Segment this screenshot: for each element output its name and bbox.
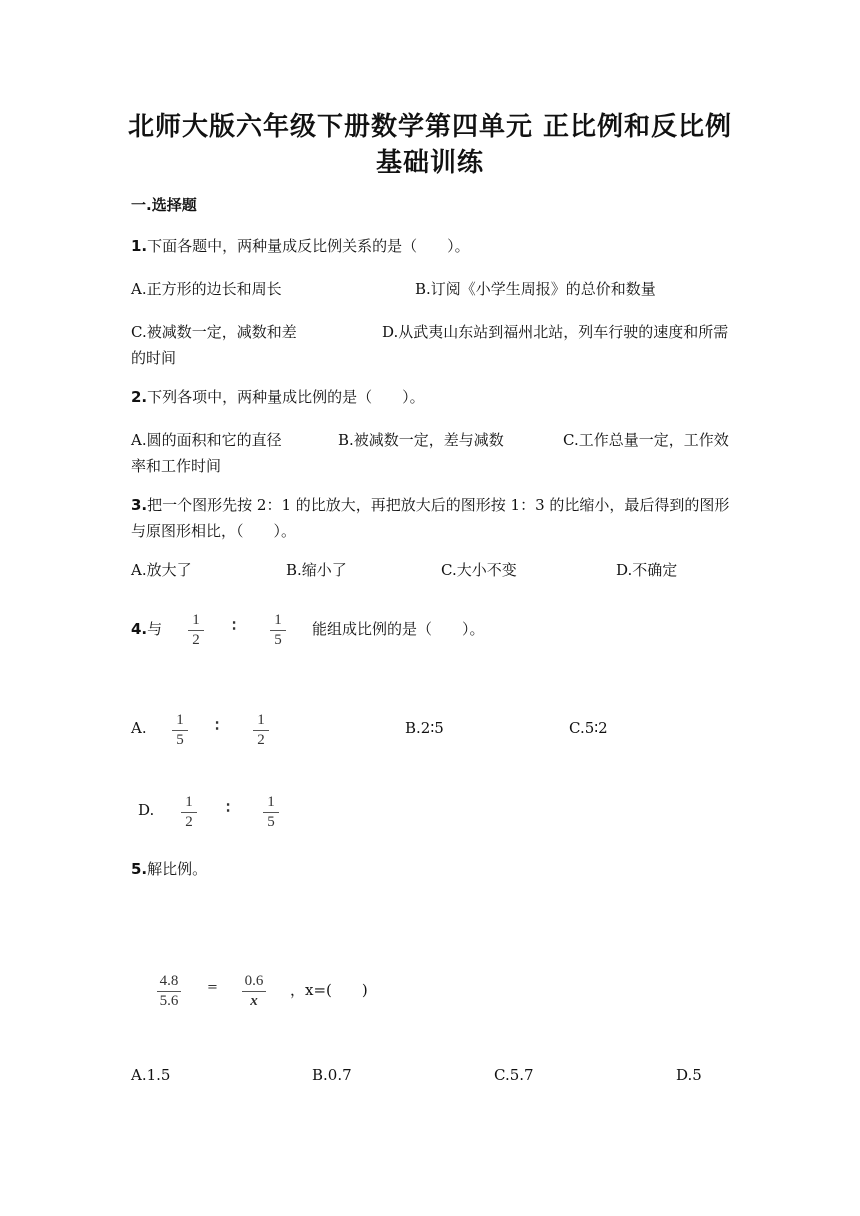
q3-option-b[interactable]: B.缩小了: [286, 561, 347, 579]
question-text: 把一个图形先按 2：1 的比放大，再把放大后的图形按 1：3 的比缩小，最后得到的图形与原图形相比，（ ）。: [131, 496, 730, 540]
fraction: [263, 794, 279, 831]
question-number: 3.: [131, 496, 148, 514]
question-4: [131, 618, 162, 639]
q1-option-b[interactable]: B.订阅《小学生周报》的总价和数量: [415, 280, 656, 298]
ratio-colon: ∶: [232, 616, 237, 635]
q5-option-b[interactable]: B.0.7: [312, 1066, 352, 1084]
fraction-denominator: 5: [274, 632, 282, 648]
section-heading: 一.选择题: [131, 196, 197, 214]
fraction-bar: [263, 812, 279, 813]
q3-option-d[interactable]: D.不确定: [616, 561, 678, 579]
question-number: 5.: [131, 860, 148, 878]
fraction-numerator: 4.8: [159, 973, 179, 989]
fraction-bar: [242, 991, 266, 992]
ratio-colon: ∶: [226, 798, 231, 817]
fraction-denominator: x: [250, 993, 258, 1009]
fraction-bar: [181, 812, 197, 813]
question-number: 2.: [131, 388, 148, 406]
q2-option-b[interactable]: B.被减数一定，差与减数: [338, 431, 504, 449]
q1-option-c[interactable]: C.被减数一定，减数和差: [131, 323, 297, 341]
question-text: 解比例。: [147, 860, 208, 878]
fraction-numerator: 1: [257, 712, 265, 728]
q4-option-c[interactable]: C.5∶2: [569, 719, 608, 737]
fraction-denominator: 5.6: [159, 993, 179, 1009]
fraction-bar: [270, 630, 286, 631]
q5-option-d[interactable]: D.5: [676, 1066, 702, 1084]
q4-option-b[interactable]: B.2∶5: [405, 719, 444, 737]
q4-option-d-label[interactable]: D.: [138, 801, 155, 819]
fraction: [181, 794, 197, 831]
fraction-numerator: 1: [192, 612, 200, 628]
page-title: 北师大版六年级下册数学第四单元 正比例和反比例: [127, 112, 733, 142]
fraction-numerator: 1: [185, 794, 193, 810]
question-number: 1.: [131, 237, 148, 255]
page-subtitle: 基础训练: [375, 148, 484, 178]
question-text: 下列各项中，两种量成比例的是（ ）。: [147, 388, 425, 406]
q5-option-c[interactable]: C.5.7: [494, 1066, 534, 1084]
q5-option-a[interactable]: A.1.5: [131, 1066, 171, 1084]
equation-left-fraction: [157, 973, 181, 1010]
q2-option-a[interactable]: A.圆的面积和它的直径: [131, 431, 282, 449]
equals-sign: =: [207, 980, 218, 995]
ratio-colon: ∶: [215, 716, 220, 735]
fraction-denominator: 2: [257, 732, 265, 748]
fraction-numerator: 1: [176, 712, 184, 728]
fraction: [270, 612, 286, 649]
question-text: 下面各题中，两种量成反比例关系的是（ ）。: [147, 237, 470, 255]
fraction-denominator: 2: [185, 814, 193, 830]
fraction-denominator: 5: [267, 814, 275, 830]
q3-option-c[interactable]: C.大小不变: [441, 561, 517, 579]
question-number: 4.: [131, 620, 148, 638]
question-3: [131, 492, 731, 544]
equation-right-fraction: [242, 973, 266, 1010]
fraction-denominator: 2: [192, 632, 200, 648]
q4-option-a-label[interactable]: A.: [131, 719, 147, 737]
fraction-bar: [188, 630, 204, 631]
fraction: [188, 612, 204, 649]
question-2: [131, 384, 731, 410]
fraction-bar: [172, 730, 188, 731]
fraction-numerator: 0.6: [244, 973, 264, 989]
fraction-numerator: 1: [274, 612, 282, 628]
fraction: [253, 712, 269, 749]
question-prefix: 与: [147, 620, 163, 638]
q1-option-a[interactable]: A.正方形的边长和周长: [131, 280, 282, 298]
question-1: [131, 233, 731, 259]
equation-answer-blank: ，x=( ): [290, 981, 368, 999]
q2-option-c[interactable]: C.工作总量一定，工作效率和工作时间: [131, 431, 729, 475]
fraction-bar: [157, 991, 181, 992]
question-5: [131, 858, 207, 879]
fraction: [172, 712, 188, 749]
question-text: 能组成比例的是（ ）。: [312, 620, 485, 638]
q1-option-d[interactable]: D.从武夷山东站到福州北站，列车行驶的速度和所需的时间: [131, 323, 729, 367]
fraction-denominator: 5: [176, 732, 184, 748]
fraction-numerator: 1: [267, 794, 275, 810]
fraction-bar: [253, 730, 269, 731]
q3-option-a[interactable]: A.放大了: [131, 561, 192, 579]
